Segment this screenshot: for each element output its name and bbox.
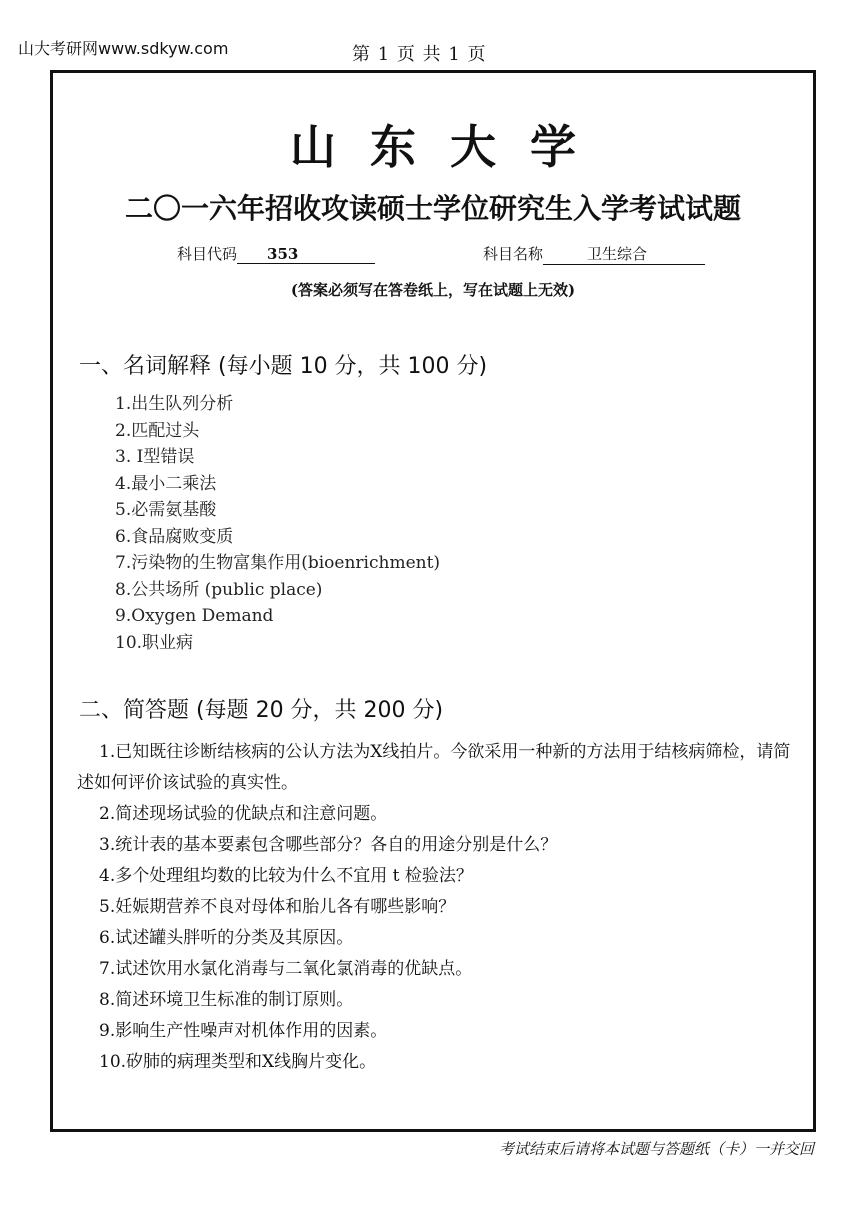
list-item: 6.食品腐败变质	[115, 526, 234, 547]
answer-note: (答案必须写在答卷纸上，写在试题上无效)	[290, 281, 576, 299]
list-item: 1.出生队列分析	[115, 394, 234, 414]
list-item: 3. Ⅰ型错误	[115, 447, 195, 467]
list-item: 5.必需氨基酸	[115, 500, 217, 520]
list-item: 2.匹配过头	[115, 420, 200, 441]
list-item: 9.Oxygen Demand	[115, 606, 274, 626]
list-item: 1.已知既往诊断结核病的公认方法为X线拍片。今欲采用一种新的方法用于结核病筛检，请简述如何评价该试验的真实性。	[77, 742, 791, 793]
list-item: 2.简述现场试验的优缺点和注意问题。	[99, 804, 388, 824]
list-item: 4.最小二乘法	[115, 473, 217, 494]
exam-frame	[50, 70, 816, 1132]
subject-code-value: 353	[237, 245, 375, 264]
subject-code-row	[177, 243, 375, 264]
list-item: 8.公共场所 (public place)	[115, 579, 323, 600]
university-title: 山东大学	[290, 120, 610, 174]
exam-title: 二〇一六年招收攻读硕士学位研究生入学考试试题	[124, 192, 741, 225]
list-item: 6.试述罐头胖听的分类及其原因。	[99, 928, 354, 948]
list-item: 10.矽肺的病理类型和X线胸片变化。	[99, 1052, 377, 1072]
footer-note: 考试结束后请将本试题与答题纸（卡）一并交回	[498, 1140, 814, 1158]
site-watermark: 山大考研网www.sdkyw.com	[18, 39, 229, 58]
section2-heading: 二、简答题 (每题 20 分，共 200 分)	[79, 698, 444, 723]
list-item: 8.简述环境卫生标准的制订原则。	[99, 990, 354, 1010]
list-item: 3.统计表的基本要素包含哪些部分？各自的用途分别是什么？	[99, 835, 558, 855]
subject-name-value: 卫生综合	[543, 243, 705, 265]
list-item: 7.试述饮用水氯化消毒与二氧化氯消毒的优缺点。	[99, 959, 473, 979]
list-item: 5.妊娠期营养不良对母体和胎儿各有哪些影响？	[99, 897, 456, 917]
section1-heading: 一、名词解释 (每小题 10 分，共 100 分)	[79, 354, 488, 379]
page-info: 第 1 页 共 1 页	[352, 44, 487, 65]
section2-list	[77, 737, 797, 1078]
list-item: 9.影响生产性噪声对机体作用的因素。	[99, 1021, 388, 1041]
subject-name-label: 科目名称	[483, 245, 544, 263]
list-item: 4.多个处理组均数的比较为什么不宜用 t 检验法？	[99, 866, 473, 886]
section1-list	[115, 391, 440, 656]
list-item: 10.职业病	[115, 632, 194, 653]
subject-name-row	[483, 243, 705, 265]
list-item: 7.污染物的生物富集作用(bioenrichment)	[115, 553, 441, 573]
subject-code-label: 科目代码	[177, 245, 238, 263]
